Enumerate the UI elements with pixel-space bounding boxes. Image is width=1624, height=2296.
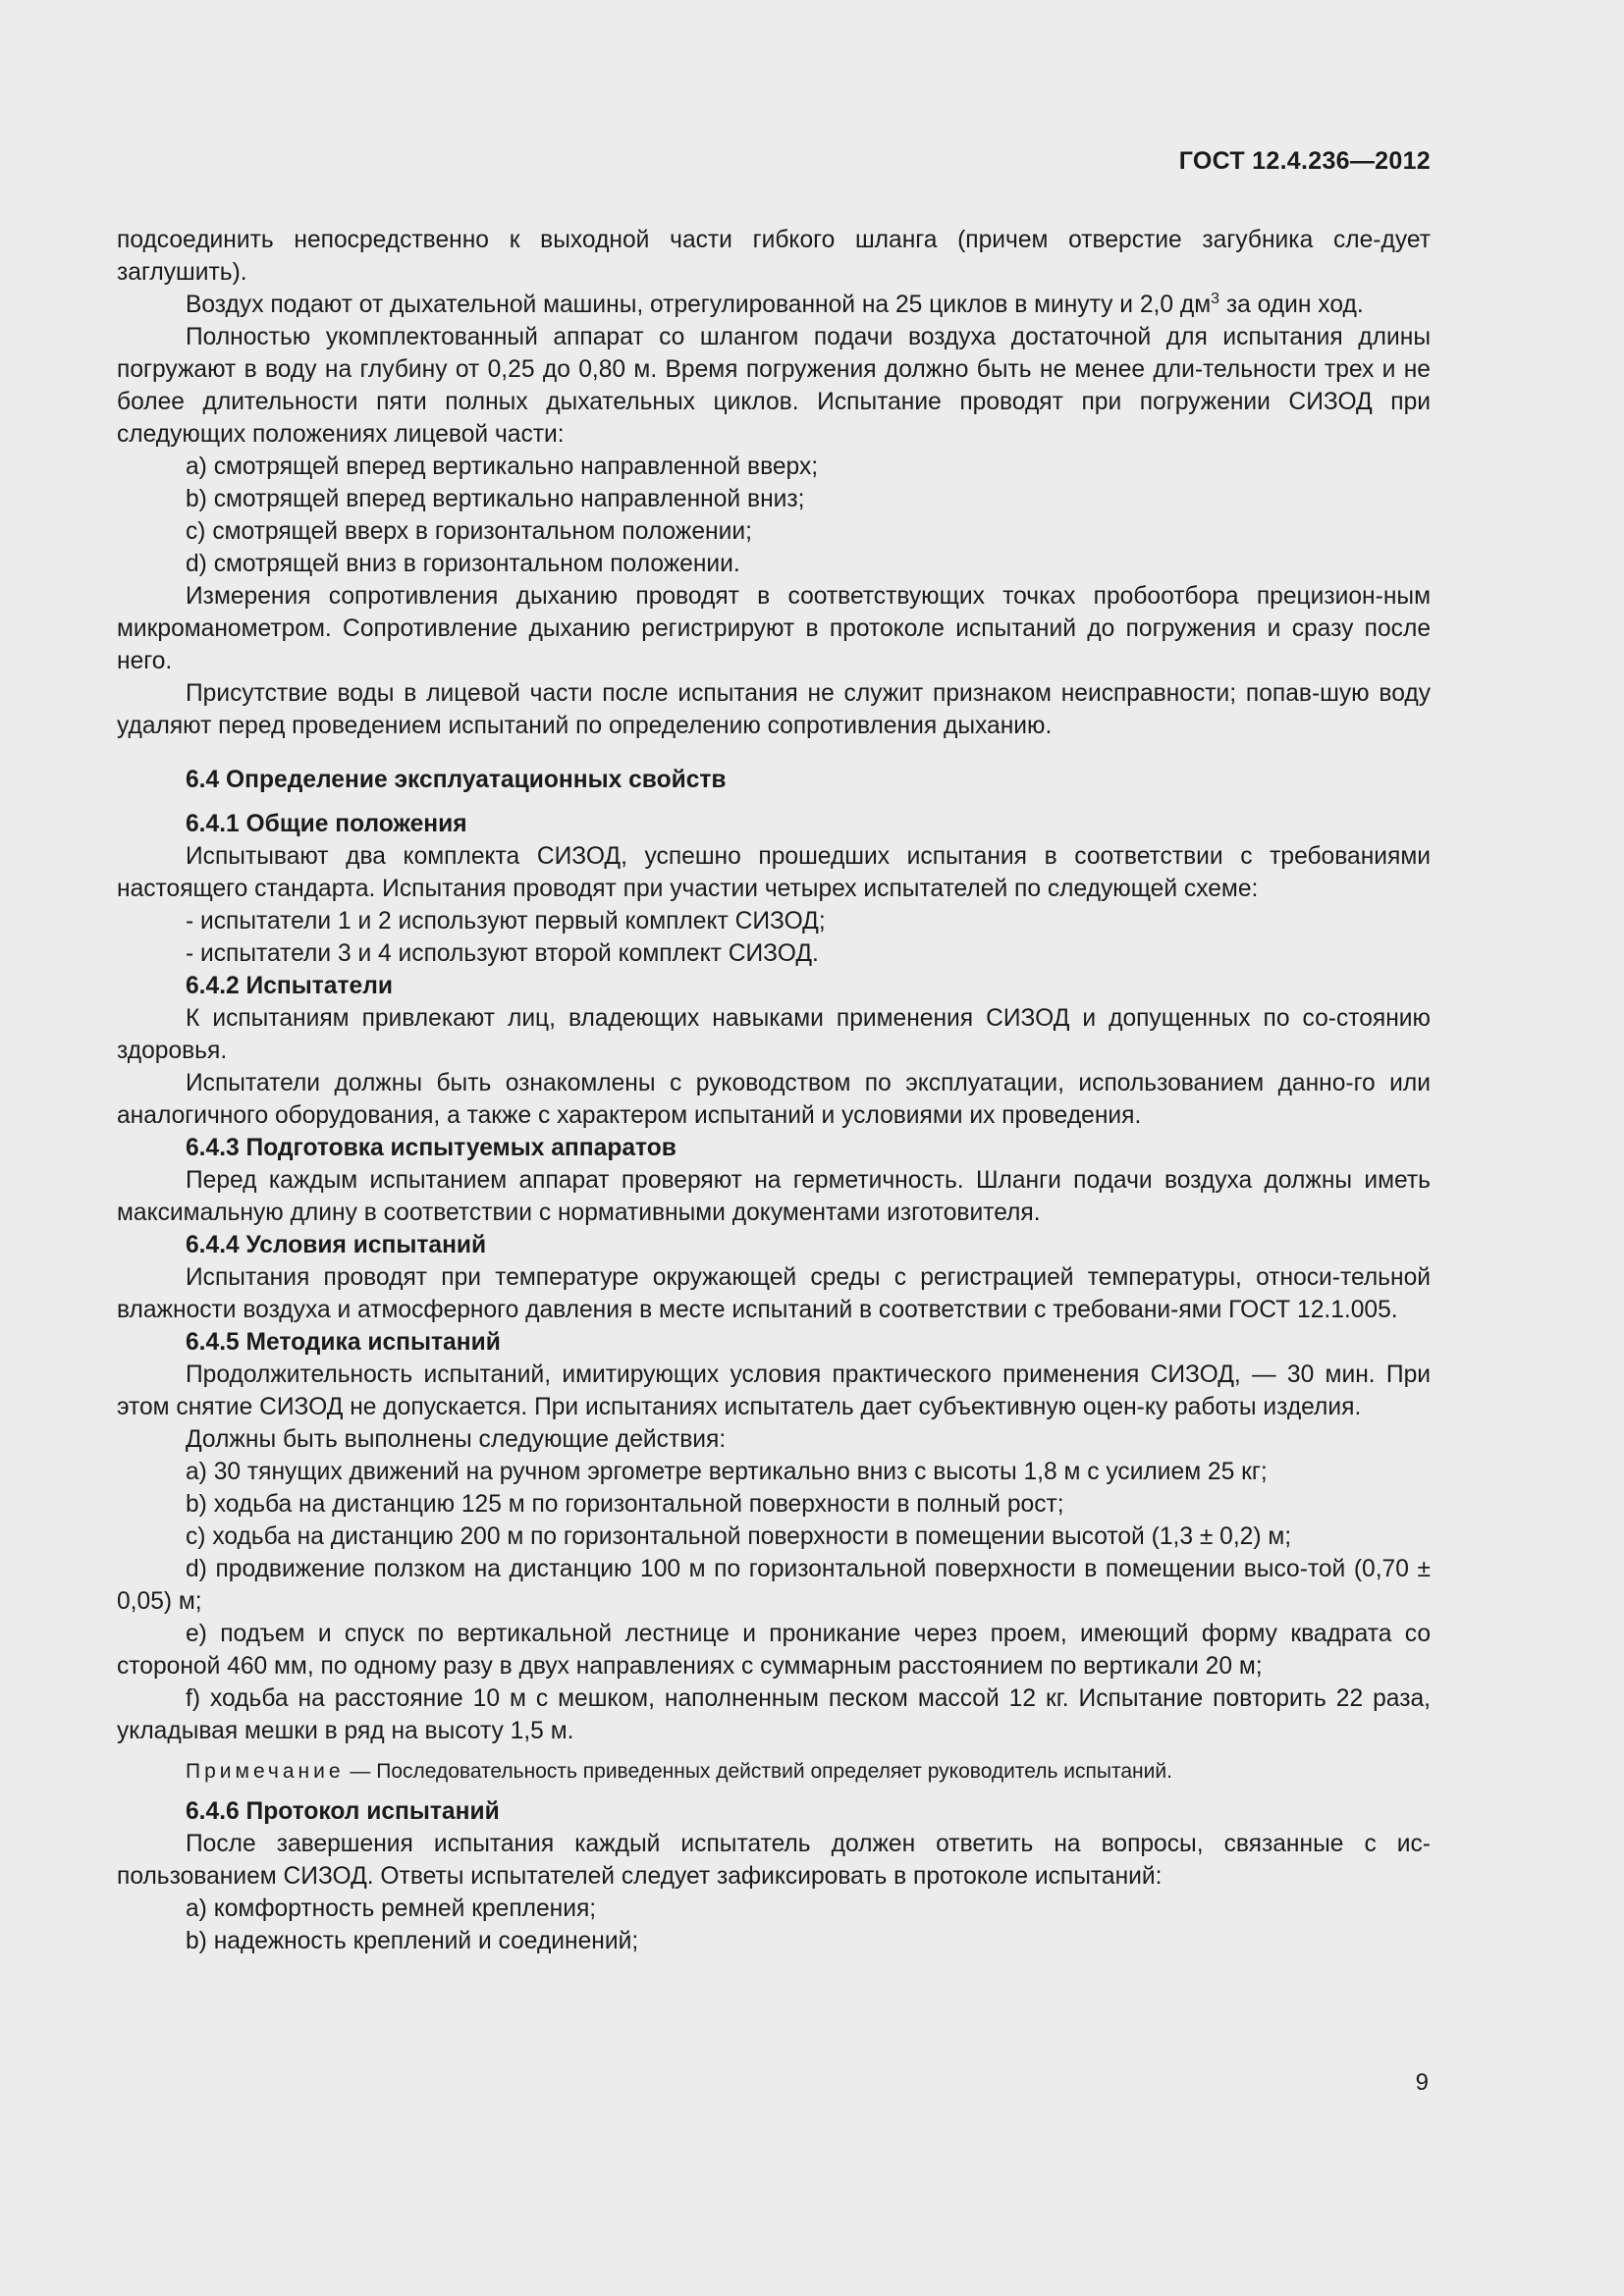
list-item: d) смотрящей вниз в горизонтальном положении. [186,551,740,577]
paragraph [117,289,1431,321]
subsection-heading: 6.4.3 Подготовка испытуемых аппаратов [186,1135,677,1161]
paragraph: Измерения сопротивления дыханию проводят в соответствующих точках пробоотбора прецизион-ным микроманометром. Сопротивление дыханию регистрируют в протоколе испытаний до погружения и сразу после него. [117,583,1431,674]
paragraph-text: за один ход. [1219,292,1364,318]
list-item: a) комфортность ремней крепления; [186,1896,597,1922]
list-item: - испытатели 1 и 2 используют первый комплект СИЗОД; [186,908,826,934]
paragraph: Должны быть выполнены следующие действия: [186,1426,727,1453]
paragraph: Присутствие воды в лицевой части после испытания не служит признаком неисправности; попав-шую воду удаляют перед проведением испытаний по определению сопротивления дыханию. [117,680,1431,739]
paragraph: Испытывают два комплекта СИЗОД, успешно прошедших испытания в соответствии с требованиями настоящего стандарта. Испытания проводят при участии четырех испытателей по следующей схеме: [117,843,1431,902]
list-item: c) ходьба на дистанцию 200 м по горизонтальной поверхности в помещении высотой (1,3 ± 0,2) м; [186,1523,1292,1550]
list-item: b) надежность креплений и соединений; [186,1928,639,1954]
subsection-heading: 6.4.1 Общие положения [186,811,467,837]
paragraph: Испытатели должны быть ознакомлены с руководством по эксплуатации, использованием данно-го или аналогичного оборудования, а также с характером испытаний и условиями их проведения. [117,1070,1431,1129]
note [117,1755,1431,1788]
list-item: b) смотрящей вперед вертикально направленной вниз; [186,486,805,512]
list-item: a) 30 тянущих движений на ручном эргометре вертикально вниз с высоты 1,8 м с усилием 25 кг; [186,1459,1268,1485]
paragraph: Продолжительность испытаний, имитирующих условия практического применения СИЗОД, — 30 мин. При этом снятие СИЗОД не допускается. При испытаниях испытатель дает субъективную оцен-ку работы изделия. [117,1362,1431,1420]
subsection-heading: 6.4.5 Методика испытаний [186,1329,501,1356]
section-heading: 6.4 Определение эксплуатационных свойств [186,767,727,793]
list-item: f) ходьба на расстояние 10 м с мешком, наполненным песком массой 12 кг. Испытание повторить 22 раза, укладывая мешки в ряд на высоту 1,5 м. [117,1685,1431,1744]
paragraph-text: Воздух подают от дыхательной машины, отрегулированной на 25 циклов в минуту и 2,0 дм [186,292,1212,318]
list-item: e) подъем и спуск по вертикальной лестнице и проникание через проем, имеющий форму квадрата со стороной 460 мм, по одному разу в двух направлениях с суммарным расстоянием по вертикали 20 м; [117,1621,1431,1680]
list-item: a) смотрящей вперед вертикально направленной вверх; [186,454,819,480]
note-label: Примечание [186,1760,345,1783]
list-item: c) смотрящей вверх в горизонтальном положении; [186,518,752,545]
paragraph: подсоединить непосредственно к выходной части гибкого шланга (причем отверстие загубника сле-дует заглушить). [117,227,1431,286]
paragraph: К испытаниям привлекают лиц, владеющих навыками применения СИЗОД и допущенных по со-стоянию здоровья. [117,1005,1431,1064]
note-text: — Последовательность приведенных действий определяет руководитель испытаний. [344,1760,1172,1783]
list-item: - испытатели 3 и 4 используют второй комплект СИЗОД. [186,940,819,967]
subsection-heading: 6.4.2 Испытатели [186,973,393,999]
page-body [117,224,1431,1957]
paragraph: Перед каждым испытанием аппарат проверяют на герметичность. Шланги подачи воздуха должны иметь максимальную длину в соответствии с нормативными документами изготовителя. [117,1167,1431,1226]
subsection-heading: 6.4.6 Протокол испытаний [186,1798,500,1825]
paragraph: Испытания проводят при температуре окружающей среды с регистрацией температуры, относи-тельной влажности воздуха и атмосферного давления в месте испытаний в соответствии с требовани-ями ГОСТ 12.1.005. [117,1264,1431,1323]
paragraph: После завершения испытания каждый испытатель должен ответить на вопросы, связанные с ис-пользованием СИЗОД. Ответы испытателей следует зафиксировать в протоколе испытаний: [117,1831,1431,1890]
list-item: d) продвижение ползком на дистанцию 100 м по горизонтальной поверхности в помещении высо-той (0,70 ± 0,05) м; [117,1556,1431,1615]
list-item: b) ходьба на дистанцию 125 м по горизонтальной поверхности в полный рост; [186,1491,1064,1518]
document-code-header: ГОСТ 12.4.236—2012 [1178,147,1431,175]
superscript: 3 [1211,291,1220,307]
subsection-heading: 6.4.4 Условия испытаний [186,1232,487,1258]
paragraph: Полностью укомплектованный аппарат со шлангом подачи воздуха достаточной для испытания длины погружают в воду на глубину от 0,25 до 0,80 м. Время погружения должно быть не менее дли-тельности трех и не более длительности пяти полных дыхательных циклов. Испытание проводят при погружении СИЗОД при следующих положениях лицевой части: [117,324,1431,448]
page-number: 9 [1415,2069,1429,2096]
